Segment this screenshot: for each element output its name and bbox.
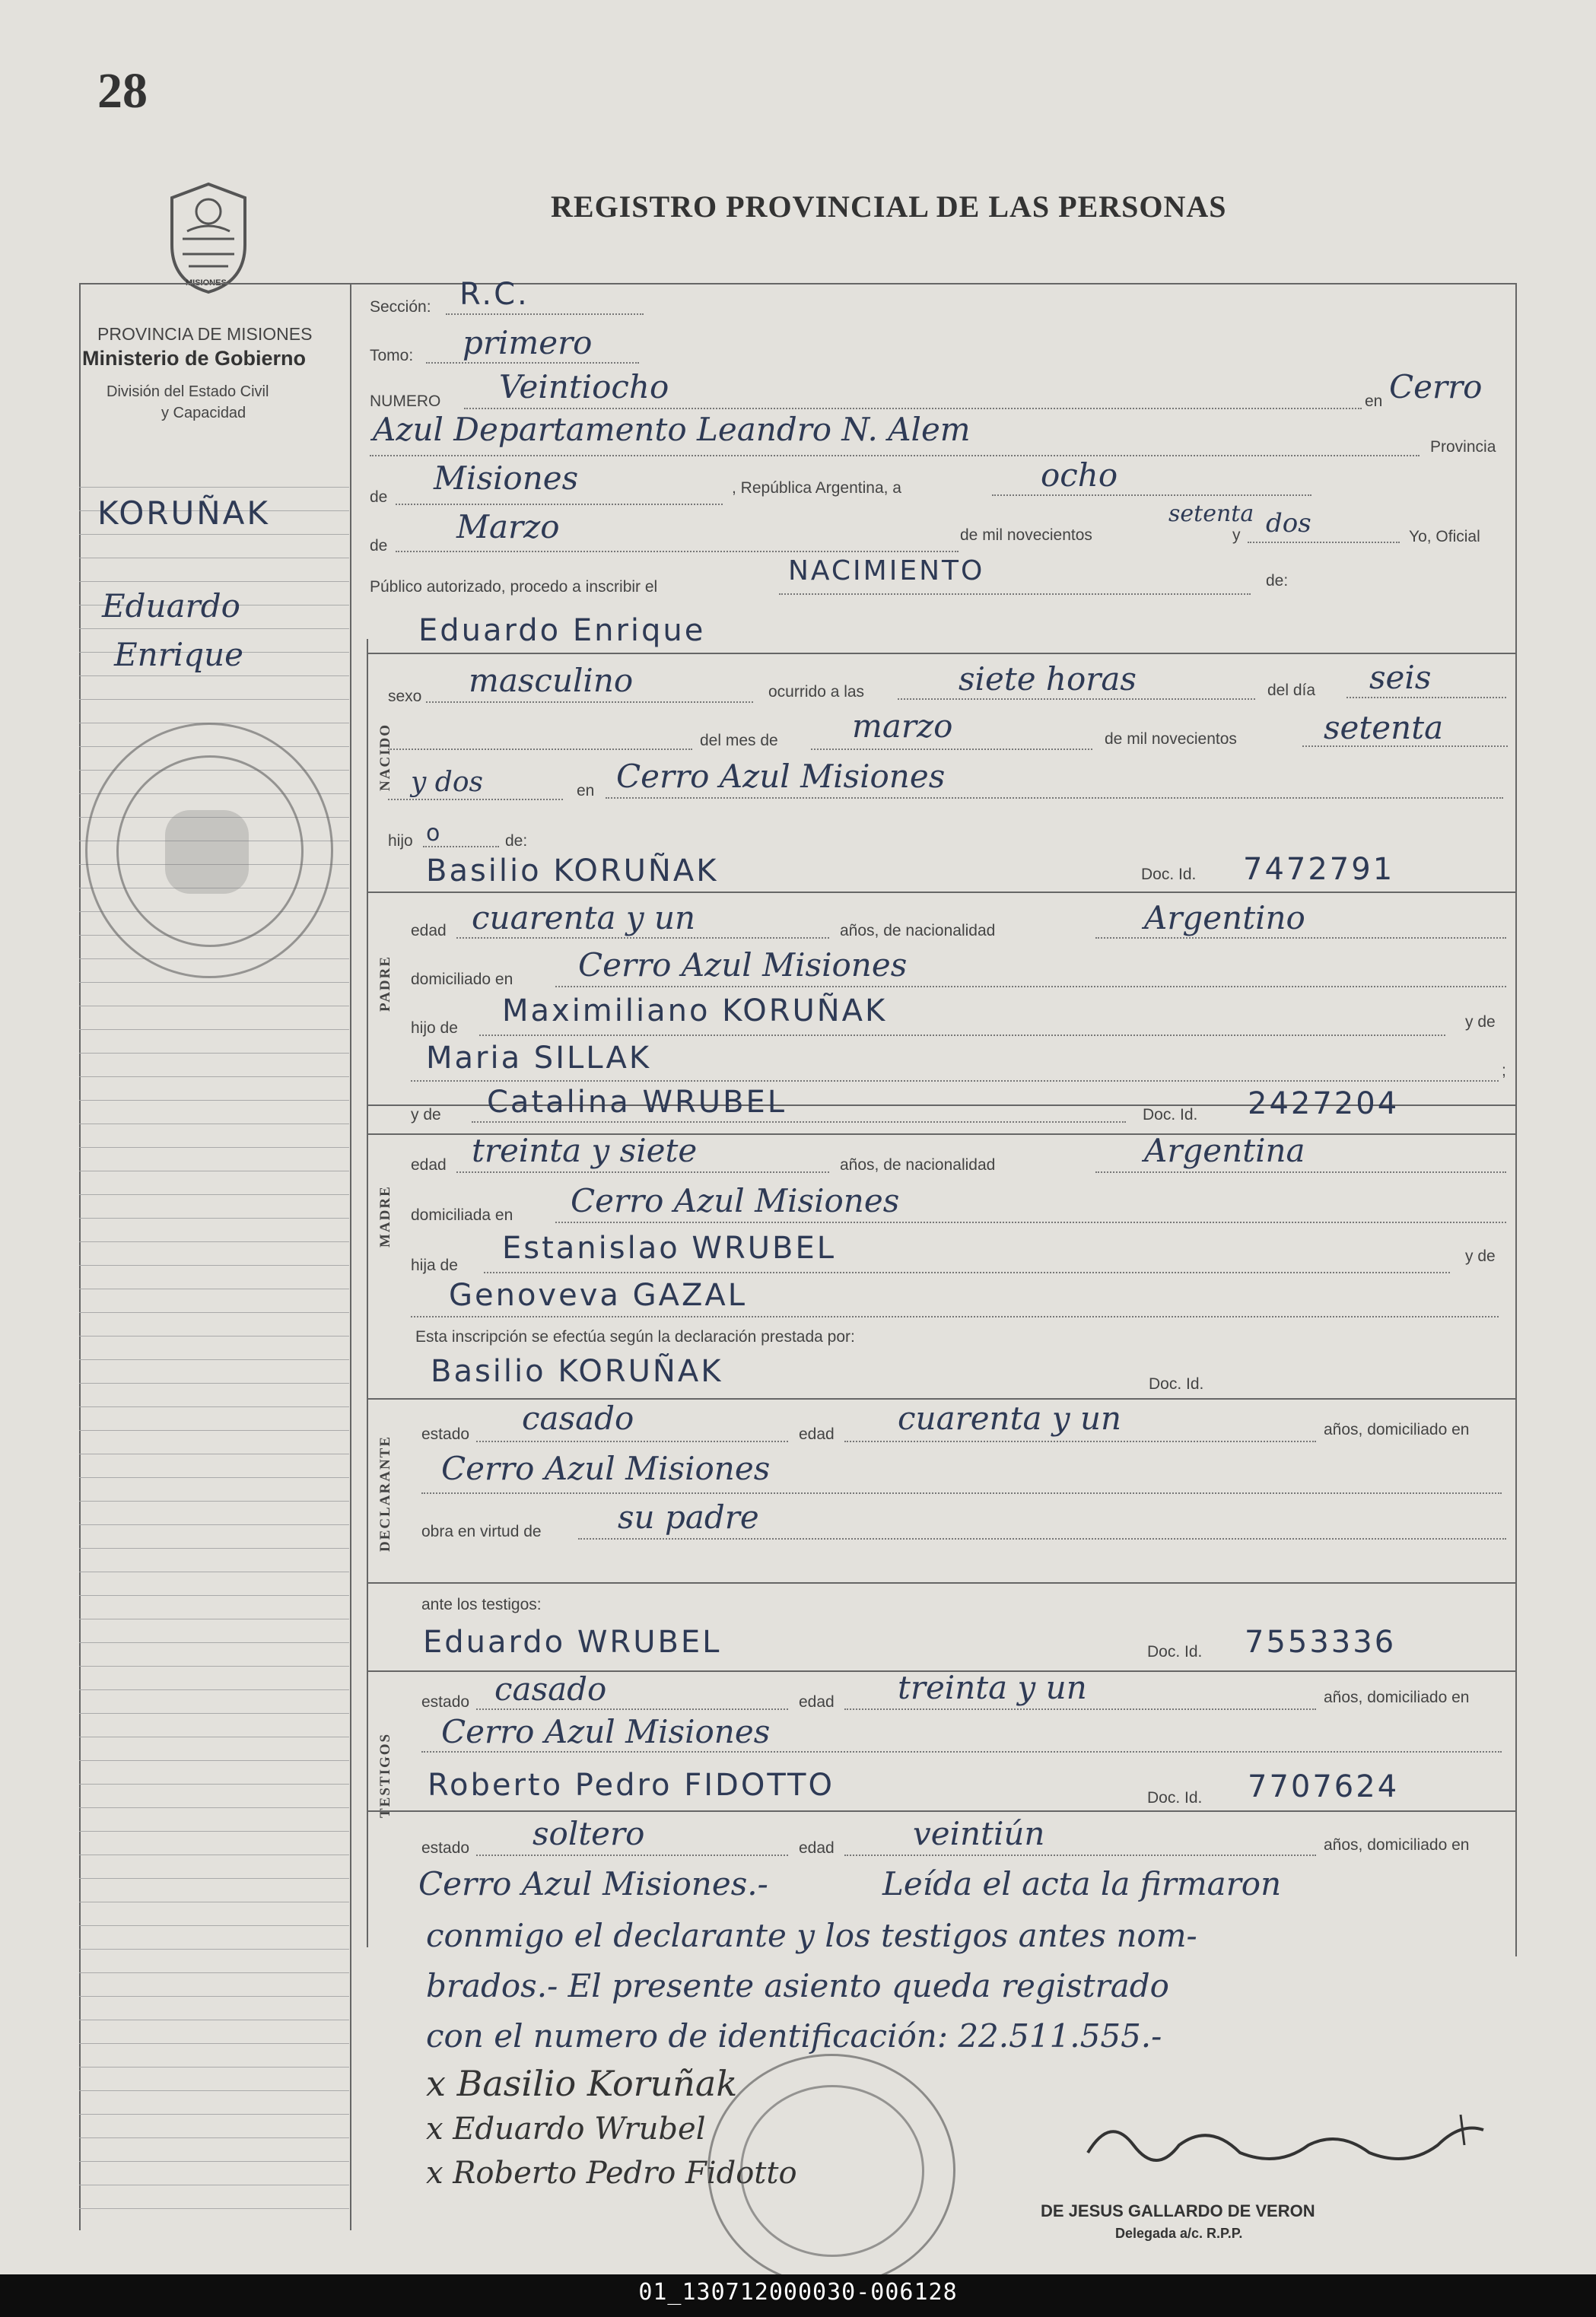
value-padre-dom: Cerro Azul Misiones: [578, 946, 908, 984]
value-ano-1: setenta: [1168, 501, 1254, 527]
division-label-2: y Capacidad: [161, 405, 246, 421]
sidebar-left-border: [79, 283, 81, 2230]
value-testigo2-edad: veintiún: [913, 1815, 1045, 1852]
label-provincia: Provincia: [1430, 438, 1496, 456]
label-numero: NUMERO: [370, 393, 441, 410]
value-seccion: R.C.: [459, 277, 529, 312]
value-ano-nac-2: y dos: [411, 767, 483, 798]
rule-declarante: [367, 1582, 1515, 1584]
sidebar-rule: [79, 1359, 349, 1360]
sidebar-rule: [79, 534, 349, 535]
value-en: Cerro: [1389, 368, 1483, 405]
label-testigo1-doc: Doc. Id.: [1147, 1643, 1203, 1661]
value-padre-nac: Argentino: [1144, 899, 1305, 936]
official-seal-stamp: [85, 723, 333, 978]
label-testigo1-estado: estado: [421, 1693, 470, 1711]
sidebar-rule: [79, 1996, 349, 1997]
label-madre-y-de-2: y de: [1465, 1247, 1496, 1265]
label-de-1: de: [370, 488, 388, 506]
value-lugar: Azul Departamento Leandro N. Alem: [373, 411, 971, 448]
label-declarante-doc: Doc. Id.: [1149, 1375, 1204, 1393]
label-declarante-anos: años, domiciliado en: [1324, 1421, 1470, 1438]
page-title: REGISTRO PROVINCIAL DE LAS PERSONAS: [551, 189, 1227, 224]
index-given-name-1: Eduardo: [102, 587, 240, 625]
section-madre: MADRE: [377, 1185, 393, 1247]
sidebar-rule: [79, 1713, 349, 1714]
label-tomo: Tomo:: [370, 347, 414, 364]
officer-title: Delegada a/c. R.P.P.: [1115, 2226, 1243, 2241]
label-de-colon: de:: [1266, 572, 1289, 590]
value-madre-nac: Argentina: [1144, 1132, 1305, 1169]
sidebar-rule: [79, 1265, 349, 1266]
sidebar-rule: [79, 1689, 349, 1690]
value-mes: marzo: [852, 707, 953, 745]
label-hijo-de: de:: [505, 832, 528, 850]
value-testigo2-nombre: Roberto Pedro FIDOTTO: [428, 1768, 835, 1803]
ministry-label: Ministerio de Gobierno: [82, 347, 307, 370]
officer-name: DE JESUS GALLARDO DE VERON: [1041, 2201, 1315, 2220]
sidebar-rule: [79, 487, 349, 488]
value-madre-padre: Estanislao WRUBEL: [502, 1231, 837, 1266]
sidebar-rule: [79, 675, 349, 676]
sidebar-rule: [79, 1807, 349, 1808]
label-padre-nac: años, de nacionalidad: [840, 922, 996, 939]
section-label-border: [367, 639, 368, 1947]
label-ocurrido: ocurrido a las: [768, 683, 865, 701]
sidebar-rule: [79, 1053, 349, 1054]
value-testigo2-estado: soltero: [533, 1815, 645, 1852]
value-declarante-estado: casado: [522, 1400, 634, 1437]
value-ano-nac: setenta: [1324, 709, 1444, 746]
value-testigo1-doc: 7553336: [1245, 1625, 1397, 1660]
sidebar-rule: [79, 2043, 349, 2044]
sidebar-rule: [79, 1878, 349, 1879]
value-testigo1-estado: casado: [494, 1670, 607, 1708]
sidebar-rule: [79, 2208, 349, 2209]
sidebar-rule: [79, 1524, 349, 1525]
label-en-nac: en: [577, 782, 595, 799]
sidebar-rule: [79, 2114, 349, 2115]
sidebar-rule: [79, 699, 349, 700]
label-testigo1-anos: años, domiciliado en: [1324, 1689, 1470, 1706]
label-y: y: [1232, 526, 1241, 544]
value-testigo1-nombre: Eduardo WRUBEL: [423, 1625, 722, 1660]
label-testigos: ante los testigos:: [421, 1596, 542, 1613]
value-testigo1-edad: treinta y un: [898, 1669, 1087, 1706]
label-publico: Público autorizado, procedo a inscribir el: [370, 578, 658, 596]
label-republica: , República Argentina, a: [732, 479, 901, 497]
sidebar-rule: [79, 1100, 349, 1101]
sidebar-rule: [79, 1925, 349, 1926]
value-madre-dom: Cerro Azul Misiones: [571, 1182, 900, 1219]
value-sexo: masculino: [469, 662, 634, 699]
label-padre-hijo-de: hijo de: [411, 1019, 458, 1037]
value-provincia: Misiones: [434, 459, 579, 497]
sidebar-rule: [79, 2137, 349, 2138]
value-hijo-suffix: o: [426, 820, 443, 847]
value-ano-2: dos: [1266, 508, 1311, 539]
sidebar-rule: [79, 1194, 349, 1195]
sidebar-rule: [79, 1642, 349, 1643]
sidebar-rule: [79, 1595, 349, 1596]
page-number: 28: [97, 63, 148, 119]
value-hora: siete horas: [959, 660, 1137, 698]
sidebar-rule: [79, 1548, 349, 1549]
section-declarante: DECLARANTE: [377, 1435, 393, 1552]
label-en: en: [1365, 393, 1383, 410]
label-madre-y-de: y de: [411, 1106, 441, 1124]
sidebar-rule: [79, 2067, 349, 2068]
sidebar-rule: [79, 628, 349, 629]
signature-declarante: x Basilio Koruñak: [426, 2063, 738, 2104]
sidebar-rule: [79, 1383, 349, 1384]
label-de-mil: de mil novecientos: [960, 526, 1092, 544]
value-tomo: primero: [463, 324, 593, 361]
label-padre-doc: Doc. Id.: [1141, 866, 1197, 883]
value-inscripcion: NACIMIENTO: [788, 555, 985, 586]
label-semicolon: ;: [1502, 1062, 1506, 1079]
rule-nacido: [367, 892, 1515, 893]
value-dia-acta: ocho: [1041, 456, 1118, 494]
note-line-1: Leída el acta la firmaron: [882, 1865, 1282, 1902]
sidebar-rule: [79, 1430, 349, 1431]
form-right-border: [1515, 283, 1517, 1956]
label-madre-doc: Doc. Id.: [1143, 1106, 1198, 1124]
sidebar-rule: [79, 1477, 349, 1478]
image-id-caption: 01_130712000030-006128: [638, 2279, 958, 2306]
value-dia: seis: [1369, 659, 1432, 696]
rule-nombre: [367, 653, 1515, 654]
sidebar-rule: [79, 1972, 349, 1973]
label-declarante-estado: estado: [421, 1425, 470, 1443]
sidebar-rule: [79, 1831, 349, 1832]
label-padre-y-de: y de: [1465, 1013, 1496, 1031]
label-declarante-edad: edad: [799, 1425, 835, 1443]
value-padre-edad: cuarenta y un: [472, 899, 696, 936]
signature-testigo-2: x Roberto Pedro Fidotto: [426, 2156, 797, 2191]
label-obra: obra en virtud de: [421, 1523, 542, 1540]
value-testigo2-dom: Cerro Azul Misiones.-: [418, 1865, 768, 1902]
bottom-seal-stamp: [707, 2054, 955, 2274]
value-lugar-nac: Cerro Azul Misiones: [616, 758, 946, 795]
label-de-2: de: [370, 537, 388, 555]
province-emblem: [166, 181, 251, 295]
sidebar-rule: [79, 1147, 349, 1148]
value-declarante-edad: cuarenta y un: [898, 1400, 1122, 1437]
label-inscripcion: Esta inscripción se efectúa según la declaración prestada por:: [415, 1328, 855, 1346]
label-seccion: Sección:: [370, 298, 431, 316]
sidebar-rule: [79, 1076, 349, 1077]
sidebar-rule: [79, 1218, 349, 1219]
label-del-dia: del día: [1267, 682, 1316, 699]
value-declarante-virtud: su padre: [618, 1499, 759, 1536]
label-madre-nac: años, de nacionalidad: [840, 1156, 996, 1174]
sidebar-rule: [79, 1949, 349, 1950]
sidebar-rule: [79, 1784, 349, 1785]
emblem-label: MISIONES: [186, 278, 227, 288]
note-line-3: brados.- El presente asiento queda registrado: [426, 1967, 1169, 2004]
image-caption-bar: [0, 2274, 1596, 2317]
label-hijo: hijo: [388, 832, 413, 850]
section-testigos: TESTIGOS: [377, 1732, 393, 1818]
value-testigo1-dom: Cerro Azul Misiones: [441, 1713, 771, 1750]
section-padre: PADRE: [377, 955, 393, 1012]
label-testigo1-edad: edad: [799, 1693, 835, 1711]
label-padre-edad: edad: [411, 922, 447, 939]
value-padre-doc: 7472791: [1243, 852, 1395, 887]
label-testigo2-anos: años, domiciliado en: [1324, 1836, 1470, 1854]
value-padre-madre: Maria SILLAK: [426, 1041, 652, 1076]
label-testigo2-edad: edad: [799, 1839, 835, 1857]
value-padre-padre: Maximiliano KORUÑAK: [502, 993, 888, 1028]
officer-signature: [1080, 2099, 1506, 2191]
label-testigo2-doc: Doc. Id.: [1147, 1789, 1203, 1807]
label-yo-oficial: Yo, Oficial: [1409, 528, 1480, 545]
sidebar-rule: [79, 1312, 349, 1313]
value-nombre: Eduardo Enrique: [418, 613, 706, 648]
sidebar-rule: [79, 1501, 349, 1502]
value-numero: Veintiocho: [499, 368, 669, 405]
label-del-mes: del mes de: [700, 732, 778, 749]
sidebar-rule: [79, 982, 349, 983]
sidebar-rule: [79, 1760, 349, 1761]
value-testigo2-doc: 7707624: [1248, 1769, 1400, 1804]
label-madre-edad: edad: [411, 1156, 447, 1174]
label-sexo: sexo: [388, 688, 422, 705]
province-label: PROVINCIA DE MISIONES: [97, 324, 313, 344]
label-madre-hija-de: hija de: [411, 1257, 458, 1274]
label-de-mil-nov: de mil novecientos: [1105, 730, 1237, 748]
sidebar-right-border: [350, 283, 351, 2230]
label-testigo2-estado: estado: [421, 1839, 470, 1857]
rule-testigo2: [367, 1810, 1515, 1812]
sidebar-rule: [79, 1406, 349, 1407]
value-madre-doc: 2427204: [1248, 1086, 1400, 1121]
note-line-2: conmigo el declarante y los testigos antes nom-: [426, 1917, 1197, 1954]
division-label-1: División del Estado Civil: [107, 383, 269, 400]
sidebar-rule: [79, 2090, 349, 2091]
value-madre-edad: treinta y siete: [472, 1132, 698, 1169]
section-nacido: NACIDO: [377, 723, 393, 791]
index-given-name-2: Enrique: [114, 636, 244, 673]
label-madre-dom: domiciliada en: [411, 1206, 513, 1224]
value-padre-nombre: Basilio KORUÑAK: [426, 853, 719, 888]
sidebar-rule: [79, 1241, 349, 1242]
sidebar-rule: [79, 1666, 349, 1667]
sidebar-rule: [79, 1029, 349, 1030]
signature-testigo-1: x Eduardo Wrubel: [426, 2112, 706, 2147]
note-line-4: con el numero de identificación: 22.511.555.-: [426, 2017, 1162, 2055]
value-declarante-dom: Cerro Azul Misiones: [441, 1450, 771, 1487]
index-surname: KORUÑAK: [97, 494, 270, 532]
form-top-rule: [79, 283, 1515, 284]
value-madre-nombre: Catalina WRUBEL: [487, 1085, 787, 1120]
value-mes-acta: Marzo: [456, 508, 560, 545]
value-madre-madre: Genoveva GAZAL: [449, 1278, 748, 1313]
value-declarante-nombre: Basilio KORUÑAK: [431, 1354, 723, 1389]
sidebar-rule: [79, 2161, 349, 2162]
label-padre-dom: domiciliado en: [411, 971, 513, 988]
sidebar-rule: [79, 581, 349, 582]
